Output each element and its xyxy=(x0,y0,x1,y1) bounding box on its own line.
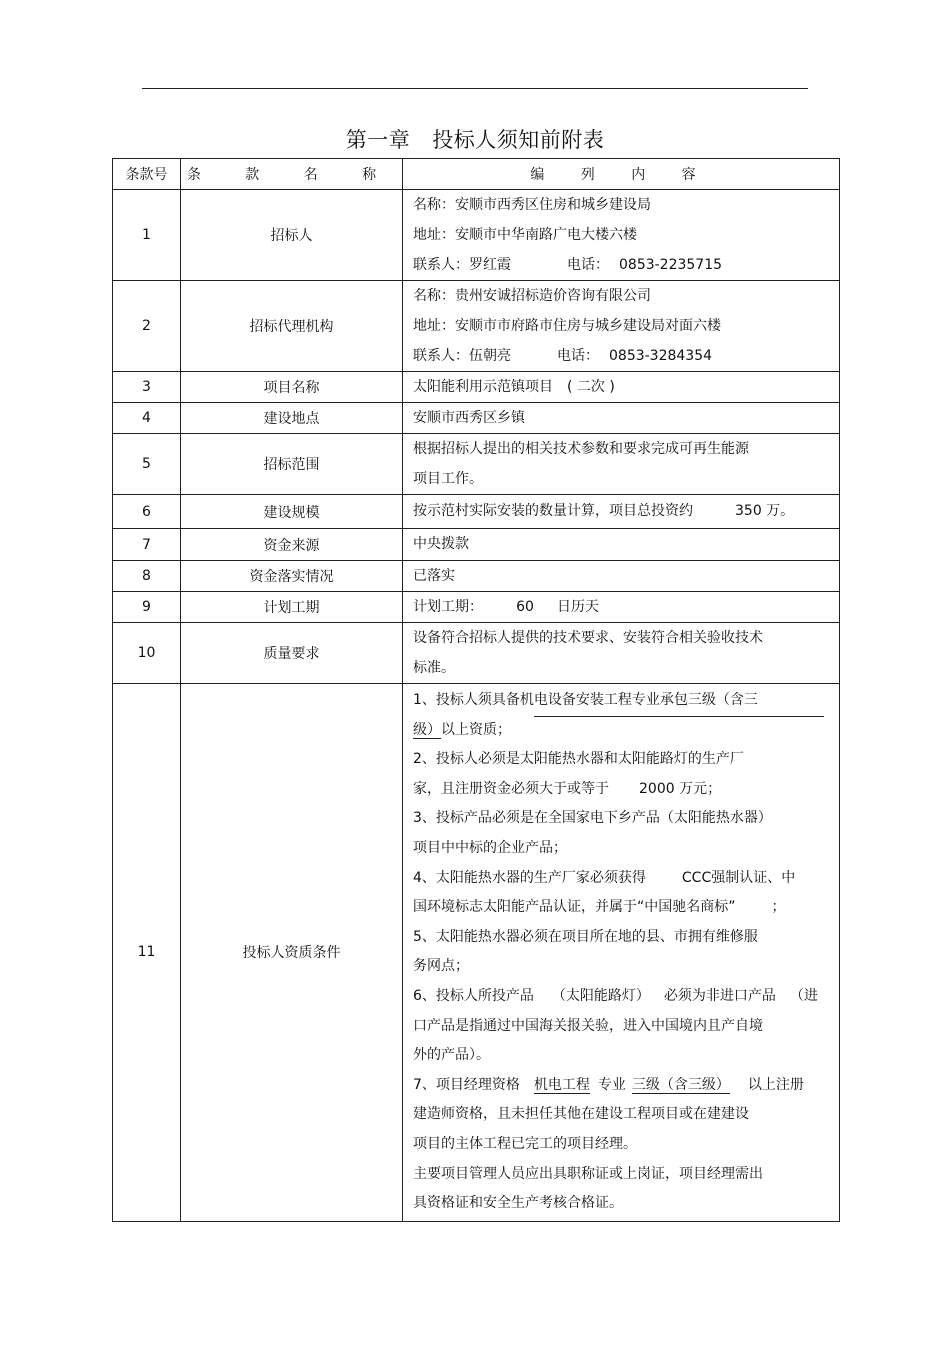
clause-no: 5 xyxy=(113,434,181,495)
req-underlined: 级） xyxy=(413,721,441,738)
page-title xyxy=(0,124,950,154)
clause-content xyxy=(403,529,840,561)
content-line xyxy=(413,716,833,746)
phone-number: 0853-2235715 xyxy=(619,257,723,273)
table-row xyxy=(113,495,840,529)
clause-name: 招标代理机构 xyxy=(181,281,403,372)
table-row xyxy=(113,403,840,434)
clause-no: 6 xyxy=(113,495,181,529)
clause-no: 10 xyxy=(113,623,181,684)
clause-no: 8 xyxy=(113,561,181,592)
table-header-row xyxy=(113,159,840,190)
clause-content xyxy=(403,190,840,281)
req-text: 1、投标人须具备机 xyxy=(413,692,534,708)
content-line xyxy=(413,686,833,716)
clause-content xyxy=(403,372,840,403)
clause-content xyxy=(403,684,840,1222)
content-line xyxy=(413,341,833,371)
req-text: 7、项目经理资格 xyxy=(413,1076,520,1093)
req-underlined: 机电工程 xyxy=(533,1076,590,1093)
req-text: 国环境标志太阳能产品认证，并属于“中国驰名商标” xyxy=(413,899,736,916)
clause-name: 项目名称 xyxy=(181,372,403,403)
req-text: CCC强制认证、中 xyxy=(681,869,796,886)
req-text: 家，且注册资金必须大于或等于 xyxy=(413,780,609,797)
clause-content xyxy=(403,623,840,684)
project-round: ( 二次 ) xyxy=(567,379,615,395)
clause-name: 建设地点 xyxy=(181,403,403,434)
clause-no: 7 xyxy=(113,529,181,561)
req-underlined: 电设备安装工程专业承包三级（含三 xyxy=(534,686,824,717)
content-line: 务网点； xyxy=(413,958,469,975)
table-row xyxy=(113,623,840,684)
content-line: 项目的主体工程已完工的项目经理。 xyxy=(413,1135,637,1152)
content-line xyxy=(413,592,833,622)
content-line: 3、投标产品必须是在全国家电下乡产品（太阳能热水器） xyxy=(413,810,772,827)
investment-amount: 350 万。 xyxy=(735,503,795,519)
req-text: 以上注册 xyxy=(747,1076,804,1093)
content-line xyxy=(413,250,833,280)
clause-content xyxy=(403,403,840,434)
req-text: （进 xyxy=(789,987,818,1004)
phone-number: 0853-3284354 xyxy=(609,348,713,364)
table-row xyxy=(113,190,840,281)
content-line: 标准。 xyxy=(413,660,455,676)
table-row xyxy=(113,592,840,623)
content-line: 根据招标人提出的相关技术参数和要求完成可再生能源 xyxy=(413,441,749,457)
table-row xyxy=(113,684,840,1222)
content-line: 名称：安顺市西秀区住房和城乡建设局 xyxy=(413,197,651,213)
req-text: 专业 xyxy=(597,1076,626,1093)
clause-name: 投标人资质条件 xyxy=(181,684,403,1222)
content-line xyxy=(413,982,833,1012)
content-line: 已落实 xyxy=(413,568,455,584)
clause-name: 计划工期 xyxy=(181,592,403,623)
table-row xyxy=(113,281,840,372)
table-row xyxy=(113,372,840,403)
clause-name: 招标范围 xyxy=(181,434,403,495)
table-row xyxy=(113,434,840,495)
clause-no: 3 xyxy=(113,372,181,403)
top-rule xyxy=(142,88,808,89)
phone-label: 电话： xyxy=(567,257,609,273)
clause-content xyxy=(403,434,840,495)
req-text: （太阳能路灯） xyxy=(551,987,650,1004)
req-underlined: 三级（含三级） xyxy=(631,1076,730,1093)
header-clause-no: 条款号 xyxy=(113,159,181,190)
clause-no: 11 xyxy=(113,684,181,1222)
duration-unit: 日历天 xyxy=(557,599,599,615)
req-text: 必须为非进口产品 xyxy=(663,987,776,1004)
content-line: 项目工作。 xyxy=(413,471,483,487)
project-name: 太阳能利用示范镇项目 xyxy=(413,379,553,395)
content-line: 外的产品）。 xyxy=(413,1047,490,1064)
req-amount: 2000 万元； xyxy=(639,780,722,797)
scale-text: 按示范村实际安装的数量计算，项目总投资约 xyxy=(413,503,693,519)
content-line: 设备符合招标人提供的技术要求、安装符合相关验收技术 xyxy=(413,630,763,646)
content-line xyxy=(413,1071,833,1101)
content-line: 建造师资格，且未担任其他在建设工程项目或在建建设 xyxy=(413,1106,749,1123)
duration-label: 计划工期： xyxy=(413,599,483,615)
clause-content xyxy=(403,495,840,529)
content-line: 安顺市西秀区乡镇 xyxy=(413,410,525,426)
clause-no: 9 xyxy=(113,592,181,623)
content-line: 项目中中标的企业产品； xyxy=(413,839,567,856)
clause-content xyxy=(403,561,840,592)
content-line: 具资格证和安全生产考核合格证。 xyxy=(413,1195,623,1212)
req-text: ； xyxy=(771,899,786,916)
req-text: 4、太阳能热水器的生产厂家必须获得 xyxy=(413,869,646,886)
header-clause-name: 条 款 名 称 xyxy=(181,159,403,190)
content-line: 中央拨款 xyxy=(413,536,469,552)
clause-name: 招标人 xyxy=(181,190,403,281)
chapter-title: 投标人须知前附表 xyxy=(432,128,605,152)
header-content: 编 列 内 容 xyxy=(403,159,840,190)
table-row xyxy=(113,529,840,561)
clause-no: 2 xyxy=(113,281,181,372)
clause-no: 4 xyxy=(113,403,181,434)
chapter-label: 第一章 xyxy=(345,128,411,152)
content-line: 地址：安顺市中华南路广电大楼六楼 xyxy=(413,227,637,243)
clause-no: 1 xyxy=(113,190,181,281)
bid-appendix-table xyxy=(112,158,840,1222)
content-line: 名称：贵州安诚招标造价咨询有限公司 xyxy=(413,288,651,304)
contact-person: 联系人：伍朝亮 xyxy=(413,348,511,364)
contact-person: 联系人：罗红霞 xyxy=(413,257,511,273)
phone-label: 电话： xyxy=(557,348,599,364)
content-line xyxy=(413,775,833,805)
clause-name: 资金落实情况 xyxy=(181,561,403,592)
content-line xyxy=(413,893,833,923)
req-text: 以上资质； xyxy=(441,721,511,738)
content-line xyxy=(413,495,833,528)
clause-name: 质量要求 xyxy=(181,623,403,684)
duration-days: 60 xyxy=(497,592,553,623)
content-line xyxy=(413,864,833,894)
content-line: 口产品是指通过中国海关报关验，进入中国境内且产自境 xyxy=(413,1017,763,1034)
req-text: 6、投标人所投产品 xyxy=(413,987,534,1004)
clause-name: 资金来源 xyxy=(181,529,403,561)
clause-content xyxy=(403,281,840,372)
content-line: 5、太阳能热水器必须在项目所在地的县、市拥有维修服 xyxy=(413,928,758,945)
content-line: 2、投标人必须是太阳能热水器和太阳能路灯的生产厂 xyxy=(413,751,744,768)
clause-name: 建设规模 xyxy=(181,495,403,529)
content-line: 地址：安顺市市府路市住房与城乡建设局对面六楼 xyxy=(413,318,721,334)
clause-content xyxy=(403,592,840,623)
content-line xyxy=(413,372,833,402)
table-row xyxy=(113,561,840,592)
content-line: 主要项目管理人员应出具职称证或上岗证，项目经理需出 xyxy=(413,1165,763,1182)
